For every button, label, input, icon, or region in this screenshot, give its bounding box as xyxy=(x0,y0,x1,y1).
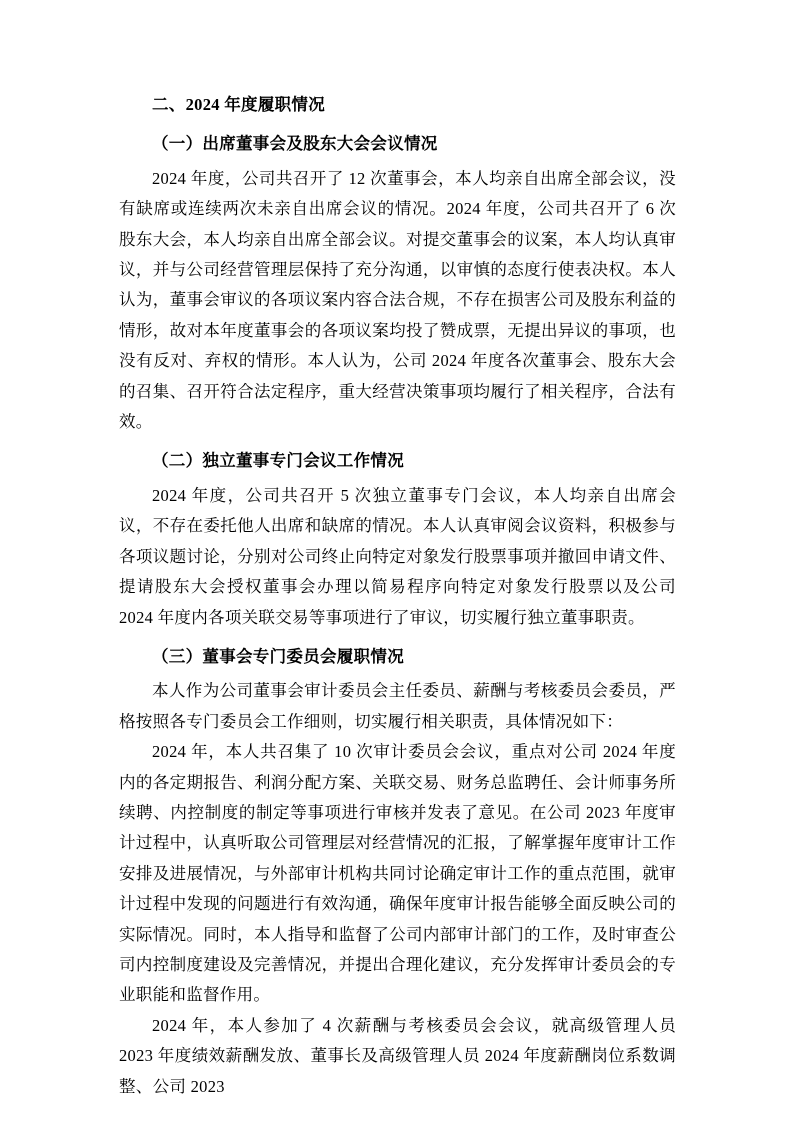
subsection-heading-independent-director-meetings: （二）独立董事专门会议工作情况 xyxy=(152,451,404,471)
paragraph-independent-director-meetings: 2024 年度，公司共召开 5 次独立董事专门会议，本人均亲自出席会议，不存在委托他人出席和缺席的情况。本人认真审阅会议资料，积极参与各项议题讨论，分别对公司终止向特定对象发行股票事项并撤回申请文件、提请股东大会授权董事会办理以简易程序向特定对象发行股票以及公司 2024 年度内各项关联交易等事项进行了审议，切实履行独立董事职责。 xyxy=(119,485,676,627)
paragraph-committee-roles: 本人作为公司董事会审计委员会主任委员、薪酬与考核委员会委员，严格按照各专门委员会工作细则，切实履行相关职责，具体情况如下： xyxy=(119,681,676,731)
paragraph-audit-committee: 2024 年，本人共召集了 10 次审计委员会会议，重点对公司 2024 年度内的各定期报告、利润分配方案、关联交易、财务总监聘任、会计师事务所续聘、内控制度的制定等事项进行审核并发表了意见。在公司 2023 年度审计过程中，认真听取公司管理层对经营情况的汇报，了解掌握年度审计工作安排及进展情况，与外部审计机构共同讨论确定审计工作的重点范围，就审计过程中发现的问题进行有效沟通，确保年度审计报告能够全面反映公司的实际情况。同时，本人指导和监督了公司内部审计部门的工作，及时审查公司内控制度建设及完善情况，并提出合理化建议，充分发挥审计委员会的专业职能和监督作用。 xyxy=(119,742,676,1005)
subsection-heading-board-attendance: （一）出席董事会及股东大会会议情况 xyxy=(152,134,438,154)
section-title: 二、2024 年度履职情况 xyxy=(152,95,326,114)
paragraph-board-attendance: 2024 年度，公司共召开了 12 次董事会，本人均亲自出席全部会议，没有缺席或连续两次未亲自出席会议的情况。2024 年度，公司共召开了 6 次股东大会，本人均亲自出席全部会议。对提交董事会的议案，本人均认真审议，并与公司经营管理层保持了充分沟通，以审慎的态度行使表决权。本人认为，董事会审议的各项议案内容合法合规，不存在损害公司及股东利益的情形，故对本年度董事会的各项议案均投了赞成票，无提出异议的事项，也没有反对、弃权的情形。本人认为，公司 2024 年度各次董事会、股东大会的召集、召开符合法定程序，重大经营决策事项均履行了相关程序，合法有效。 xyxy=(119,168,676,432)
subsection-heading-special-committees: （三）董事会专门委员会履职情况 xyxy=(152,646,404,666)
paragraph-remuneration-committee: 2024 年，本人参加了 4 次薪酬与考核委员会会议，就高级管理人员 2023 年度绩效薪酬发放、董事长及高级管理人员 2024 年度薪酬岗位系数调整、公司 2023 xyxy=(119,1015,676,1096)
